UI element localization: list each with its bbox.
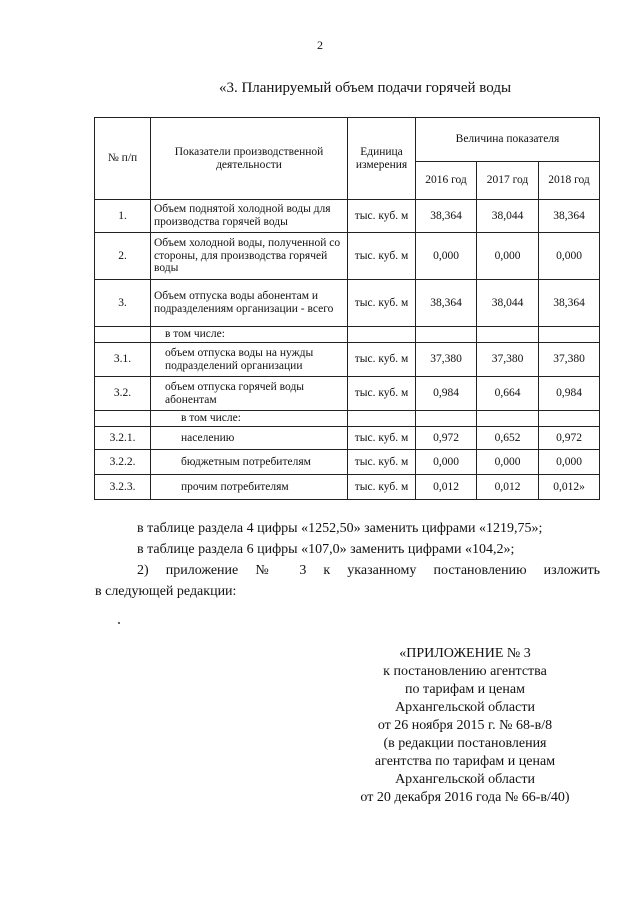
appendix-line: Архангельской области bbox=[395, 700, 535, 715]
appendix-line: «ПРИЛОЖЕНИЕ № 3 bbox=[399, 646, 531, 661]
header-num: № п/п bbox=[95, 118, 151, 200]
header-unit: Единица измерения bbox=[348, 118, 416, 200]
table-row: 2. Объем холодной воды, полученной со стороны, для производства горячей воды тыс. куб. м 0,000 0,000 0,000 bbox=[95, 233, 600, 280]
table-row: 3.1. объем отпуска воды на нужды подразделений организации тыс. куб. м 37,380 37,380 37,380 bbox=[95, 343, 600, 377]
appendix-line: агентства по тарифам и ценам bbox=[374, 754, 556, 769]
appendix-line: Архангельской области bbox=[395, 772, 535, 787]
page-number: 2 bbox=[317, 38, 323, 52]
header-value: Величина показателя bbox=[416, 118, 600, 162]
section-title: «3. Планируемый объем подачи горячей воды bbox=[218, 80, 512, 96]
header-year-2018: 2018 год bbox=[539, 162, 600, 200]
hot-water-supply-table bbox=[94, 117, 600, 500]
amendment-paragraph-1: в таблице раздела 4 цифры «1252,50» заменить цифрами «1219,75»; bbox=[137, 521, 543, 536]
amendment-paragraph-4: в следующей редакции: bbox=[95, 584, 237, 599]
table-row: 3. Объем отпуска воды абонентам и подразделениям организации - всего тыс. куб. м 38,364 38,044 38,364 bbox=[95, 280, 600, 327]
appendix-line: от 20 декабря 2016 года № 66-в/40) bbox=[360, 790, 570, 805]
header-year-2017: 2017 год bbox=[477, 162, 539, 200]
header-year-2016: 2016 год bbox=[416, 162, 477, 200]
appendix-header bbox=[330, 645, 600, 807]
appendix-line: по тарифам и ценам bbox=[405, 682, 525, 697]
amendment-paragraph-2: в таблице раздела 6 цифры «107,0» заменить цифрами «104,2»; bbox=[137, 542, 515, 557]
appendix-line: (в редакции постановления bbox=[383, 736, 547, 751]
table-row: в том числе: bbox=[95, 411, 600, 427]
scan-speck bbox=[118, 622, 120, 624]
table-row: в том числе: bbox=[95, 327, 600, 343]
amendment-paragraph-3: 2) приложение № 3 к указанному постановлению изложить bbox=[137, 563, 600, 578]
appendix-line: от 26 ноября 2015 г. № 68-в/8 bbox=[377, 718, 553, 733]
table-row: 1. Объем поднятой холодной воды для производства горячей воды тыс. куб. м 38,364 38,044 38,364 bbox=[95, 200, 600, 233]
amendment-text bbox=[95, 518, 600, 602]
table-row: 3.2. объем отпуска горячей воды абонентам тыс. куб. м 0,984 0,664 0,984 bbox=[95, 377, 600, 411]
table-row: 3.2.2. бюджетным потребителям тыс. куб. м 0,000 0,000 0,000 bbox=[95, 450, 600, 475]
header-indicator: Показатели производственной деятельности bbox=[151, 118, 348, 200]
appendix-line: к постановлению агентства bbox=[383, 664, 547, 679]
table-row: 3.2.1. населению тыс. куб. м 0,972 0,652 0,972 bbox=[95, 427, 600, 450]
table-row: 3.2.3. прочим потребителям тыс. куб. м 0,012 0,012 0,012» bbox=[95, 475, 600, 500]
